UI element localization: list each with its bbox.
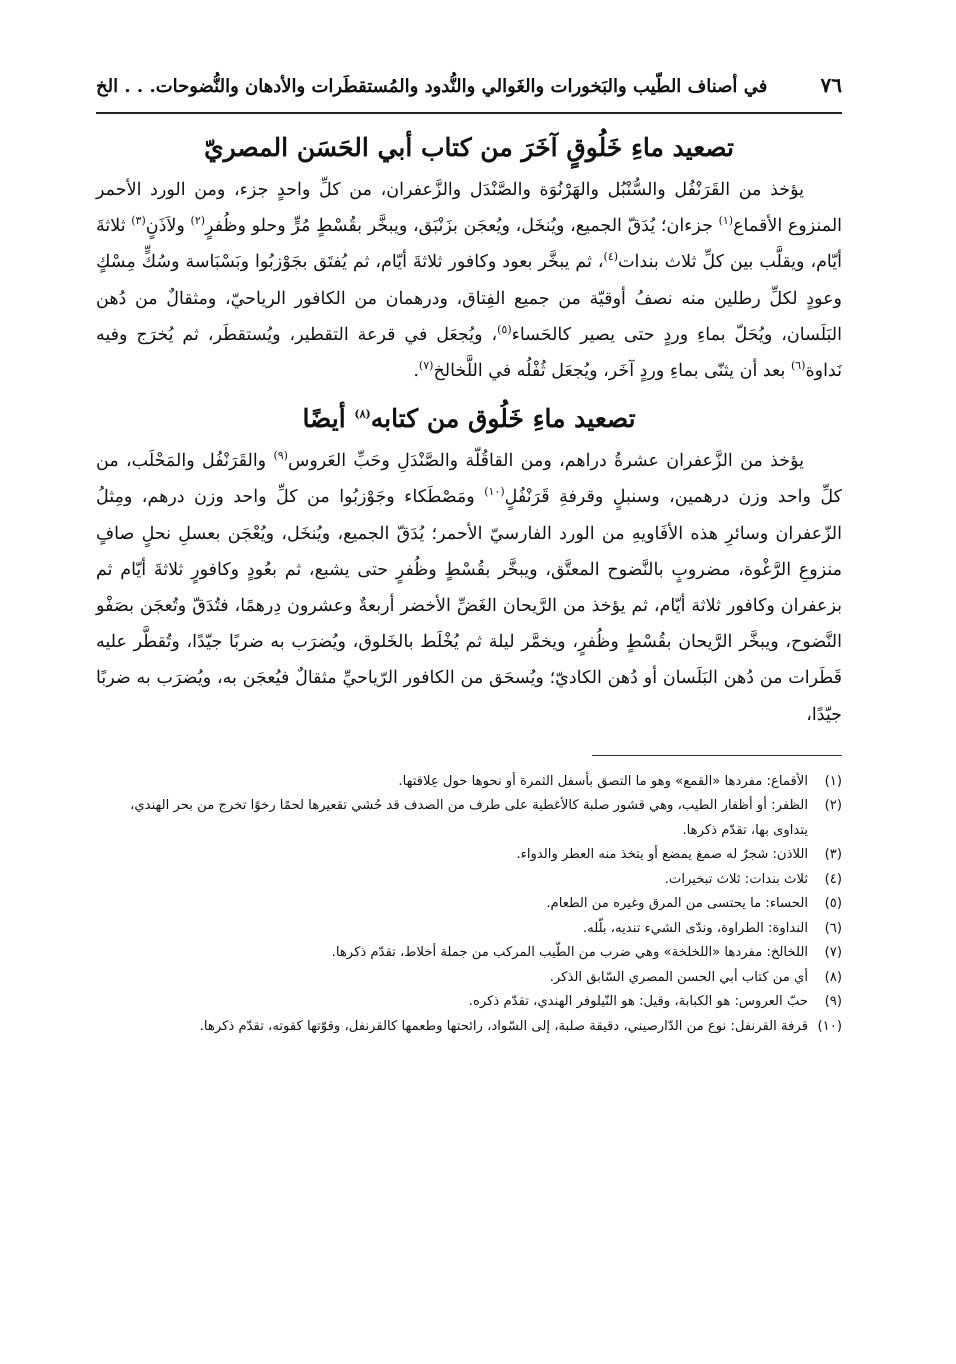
paragraph-text: .	[413, 361, 419, 382]
footnote-text: اللخالخ: مفردها «اللخلخة» وهي ضرب من الطّيب المركب من جملة أخلاط، تقدّم ذكرها.	[331, 945, 808, 961]
footnote-item	[96, 917, 842, 942]
footnote-number: (٣)	[824, 847, 842, 863]
running-head-title: في أصناف الطّيب والبَخورات والغَوالي والنُّدود والمُستقطَرات والأدهان والنُّضوحات. . . الخ	[96, 76, 768, 97]
paragraph-text: والقَرَنْفُل والمَحْلَب، من كلِّ واحد وزن درهمين، وسنبلٍ وقرفةِ قَرَنْفُلٍ	[96, 451, 842, 508]
paragraph-text: ولاَذَنٍ	[145, 216, 191, 237]
footnote-number: (١٠)	[817, 1018, 842, 1034]
footnote-ref: (٥)	[497, 322, 512, 336]
footnote-number: (٤)	[824, 871, 842, 887]
footnote-ref: (٣)	[131, 214, 146, 228]
footnote-ref: (١)	[718, 214, 734, 228]
paragraph-text: يؤخذ من الزَّعفران عشرةُ دراهم، ومن القاقُلّة والصَّنْدَلِ وحَبِّ العَروس	[287, 451, 804, 472]
footnote-text: الحساء: ما يحتسى من المرق وغيره من الطعام.	[546, 896, 808, 912]
footnote-text: حبّ العروس: هو الكبابة، وقيل: هو النّيلوفر الهندي، تقدّم ذكره.	[468, 994, 808, 1010]
footnote-ref: (٢)	[190, 214, 206, 228]
paragraph-text: ، ويُجعَل في قرعة التقطير، ويُستقطَر، ثم يُخرَج وفيه نَداوة	[96, 324, 842, 382]
section-paragraph	[96, 172, 842, 389]
footnote-item	[96, 770, 842, 795]
footnote-number: (٨)	[824, 969, 842, 985]
footnote-item	[96, 868, 842, 893]
footnote-item	[96, 1015, 842, 1040]
paragraph-text: ، ثم يبخَّر بعود وكافور ثلاثةَ أيّام، ثم يُفتَق بجَوْزبُوا وبَسْبَاسة وسُكٍّ مِسْكٍ وعودٍ لكلِّ رطلين منه نصفُ أوقيّة من جميع الفِتاق، ودرهمان من الكافور الرياحيّ، ومثقالٌ من دُهن البَلَسان، ويُحَلّ بماءِ وردٍ حتى يصير كالحَساء	[96, 252, 842, 345]
footnote-text: النداوة: الطراوة، وندّى الشيء تنديه، بلّله.	[582, 920, 808, 936]
footnote-item	[96, 966, 842, 991]
paragraph-text: جزءان؛ يُدَقّ الجميع، ويُنخَل، ويُعجَن بزَنْبَق، ويبخَّر بقُسْطٍ مُرٍّ وحلو وظُفرٍ	[205, 216, 719, 237]
footnote-text: أي من كتاب أبي الحسن المصري السّابق الذكر.	[549, 969, 808, 985]
footnote-item	[96, 990, 842, 1015]
footnote-text: الظفر: أو أظفار الطيب، وهي قشور صلبة كالأغطية على طرف من الصدف قد حُشي تقعيرها لحمًا رخوًا تخرج من بحر الهندي، يتداوى بها، تقدّم ذكرها.	[130, 798, 808, 838]
footnote-text: قرفة القرنفل: نوع من الدّارصيني، دقيقة صلبة، إلى السّواد، رائحتها وطعمها كالقرنفل، وقوّتها كقوته، تقدّم ذكرها.	[199, 1018, 808, 1034]
footnote-ref: (١٠)	[484, 485, 505, 499]
footnotes-list	[96, 770, 842, 1040]
footnote-text: اللاذن: شجرٌ له صمغ يمضع أو يتخذ منه العطر والدواء.	[516, 847, 808, 863]
footnote-item	[96, 892, 842, 917]
paragraph-text: ثلاثةَ أيّام، ويقلَّب بين كلِّ ثلاث بندات	[96, 216, 842, 273]
footnote-number: (٦)	[824, 920, 842, 936]
footnote-number: (٥)	[824, 896, 842, 912]
footnote-rule	[592, 755, 842, 756]
book-page	[96, 70, 842, 1330]
footnote-number: (٢)	[824, 798, 842, 814]
footnote-number: (٩)	[824, 994, 842, 1010]
footnote-text: الأقماع: مفردها «القمع» وهو ما التصق بأسفل الثمرة أو نحوها حول عِلاقتها.	[398, 773, 808, 789]
footnote-ref: (٩)	[273, 449, 288, 463]
section-paragraph	[96, 443, 842, 733]
footnote-number: (١)	[824, 773, 842, 789]
running-head	[96, 70, 842, 104]
footnote-ref: (٨)	[354, 407, 371, 421]
footnote-item	[96, 794, 842, 843]
section-title: تصعيد ماءِ خَلُوق من كتابه$^{(٨)}$ أيضًا	[302, 404, 636, 434]
header-rule	[96, 112, 842, 114]
footnote-item	[96, 843, 842, 868]
footnote-ref: (٦)	[790, 359, 806, 373]
footnote-ref: (٧)	[418, 359, 434, 373]
footnote-ref: (٤)	[603, 250, 619, 264]
section-title: تصعيد ماءِ خَلُوقٍ آخَرَ من كتاب أبي الحَسَن المصريّ	[204, 133, 734, 162]
paragraph-text: بعد أن يثنّى بماءِ وردٍ آخَر، ويُجعَل ثُفْلُه في اللَّخالخ	[433, 361, 791, 382]
footnote-text: ثلاث بندات: ثلاث تبخيرات.	[664, 871, 808, 887]
footnote-number: (٧)	[824, 945, 842, 961]
paragraph-text: ومَصْطَكاء وجَوْزبُوا من كلِّ واحد وزن درهم، ومِثلُ الزّعفران وسائرِ هذه الأفَاويهِ من الورد الفارسيّ الأحمر؛ يُدَقّ الجميع، ويُنخَل، ويُعْجَن بعسلِ نحلٍ صافٍ منزوعِ الرَّغْوة، مضروبٍ بالنَّضوح المعتَّق، ويبخَّر بقُسْطٍ وظُفرٍ حتى يشبع، ثم بعُودٍ وكافورٍ ثلاثةَ أيّام ثم بزعفران وكافور ثلاثة أيّام، ثم يؤخذ من الرَّيحان الغَضِّ الأخضر أربعةٌ وعشرون دِرهمًا، فتُدَقّ وتُعجَن بصَفْو النَّضوح، ويبخَّر الرَّيحان بقُسْطٍ وظُفرٍ، ويخمَّر ليلة ثم يُخْلَط بالخَلوق، ويُضرَب به ضربًا جيّدًا، وتُقطَّر عليه قَطَرات من دُهن البَلَسان أو دُهن الكاديّ؛ ويُسحَق من الكافور الرّياحيِّ مثقالٌ فيُعجَن به، ويُضرَب به ضربًا جيّدًا،	[96, 487, 842, 725]
paragraph-text: يؤخذ من القَرَنْفُل والسُّنْبُل والهَرْنُوَة والصَّنْدَل والزَّعفران، من كلِّ واحدٍ جزء، ومن الورد الأحمر المنزوع الأقماع	[96, 180, 843, 237]
page-number: ٧٦	[820, 73, 842, 97]
footnote-item	[96, 941, 842, 966]
